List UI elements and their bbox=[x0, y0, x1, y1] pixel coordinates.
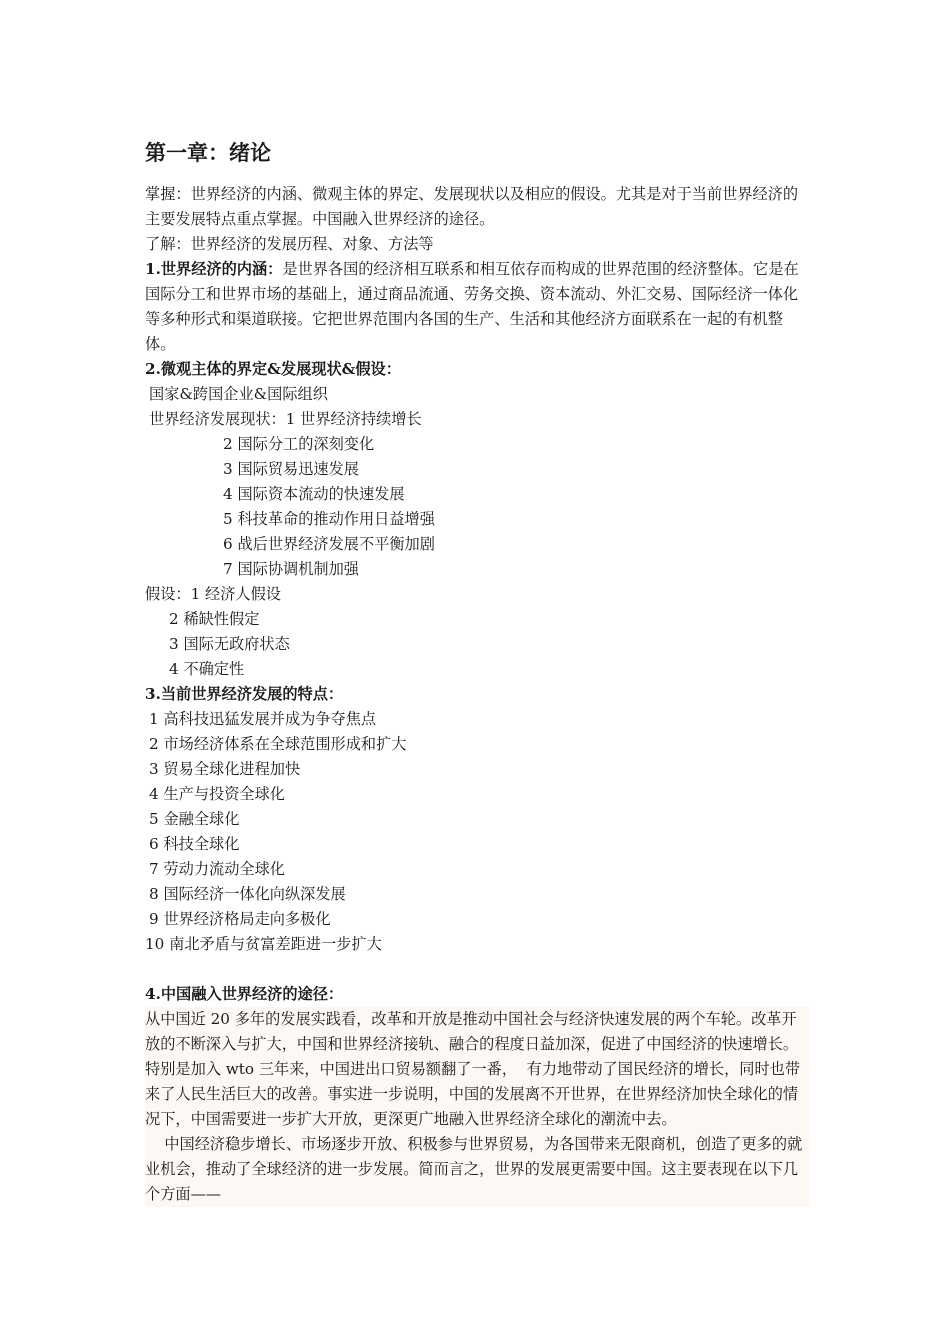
feature-item: 1 高科技迅猛发展并成为争夺焦点 bbox=[149, 710, 377, 728]
feature-item: 9 世界经济格局走向多极化 bbox=[149, 910, 331, 928]
status-item: 7 国际协调机制加强 bbox=[223, 560, 359, 578]
feature-item: 4 生产与投资全球化 bbox=[149, 785, 285, 803]
feature-item: 2 市场经济体系在全球范围形成和扩大 bbox=[149, 735, 407, 753]
status-item: 4 国际资本流动的快速发展 bbox=[223, 485, 405, 503]
section1-heading: 1.世界经济的内涵： bbox=[145, 260, 283, 278]
feature-item: 3 贸易全球化进程加快 bbox=[149, 760, 301, 778]
assumption-item: 2 稀缺性假定 bbox=[169, 610, 260, 628]
feature-item: 6 科技全球化 bbox=[149, 835, 240, 853]
blank-line bbox=[145, 957, 810, 982]
document-body bbox=[145, 138, 810, 1207]
assumption-label: 假设： bbox=[145, 585, 191, 603]
section4-paragraph-2: 中国经济稳步增长、市场逐步开放、积极参与世界贸易，为各国带来无限商机，创造了更多的就业机会，推动了全球经济的进一步发展。简而言之，世界的发展更需要中国。这主要表现在以下几个方面—— bbox=[145, 1135, 803, 1203]
section4-paragraph-1: 从中国近 20 多年的发展实践看，改革和开放是推动中国社会与经济快速发展的两个车轮。改革开放的不断深入与扩大，中国和世界经济接轨、融合的程度日益加深，促进了中国经济的快速增长。特别是加入 wto 三年来，中国进出口贸易额翻了一番， 有力地带动了国民经济的增长，同时也带来了人民生活巨大的改善。事实进一步说明，中国的发展离不开世界，在世界经济加快全球化的情况下，中国需要进一步扩大开放，更深更广地融入世界经济全球化的潮流中去。 bbox=[145, 1010, 801, 1128]
section2-heading: 2.微观主体的界定&发展现状&假设： bbox=[145, 360, 401, 378]
feature-item: 5 金融全球化 bbox=[149, 810, 240, 828]
intro-understand: 了解：世界经济的发展历程、对象、方法等 bbox=[145, 235, 434, 253]
section4-shaded-block bbox=[145, 1007, 810, 1207]
status-item: 3 国际贸易迅速发展 bbox=[223, 460, 359, 478]
feature-item: 8 国际经济一体化向纵深发展 bbox=[149, 885, 346, 903]
assumption-item: 3 国际无政府状态 bbox=[169, 635, 290, 653]
section3-heading: 3.当前世界经济发展的特点： bbox=[145, 685, 344, 703]
section2-subjects: 国家&跨国企业&国际组织 bbox=[149, 385, 328, 403]
feature-item: 7 劳动力流动全球化 bbox=[149, 860, 285, 878]
section4-heading: 4.中国融入世界经济的途径： bbox=[145, 985, 344, 1003]
status-item: 2 国际分工的深刻变化 bbox=[223, 435, 375, 453]
assumption-item: 4 不确定性 bbox=[169, 660, 245, 678]
status-first-line bbox=[145, 407, 810, 432]
section1-paragraph bbox=[145, 257, 810, 357]
feature-item: 10 南北矛盾与贫富差距进一步扩大 bbox=[145, 935, 382, 953]
status-item: 5 科技革命的推动作用日益增强 bbox=[223, 510, 435, 528]
section1-body: 是世界各国的经济相互联系和相互依存而构成的世界范围的经济整体。它是在国际分工和世界市场的基础上，通过商品流通、劳务交换、资本流动、外汇交易、国际经济一体化等多种形式和渠道联接。它把世界范围内各国的生产、生活和其他经济方面联系在一起的有机整体。 bbox=[145, 260, 799, 353]
assumption-first-line bbox=[145, 582, 810, 607]
status-item: 1 世界经济持续增长 bbox=[285, 410, 422, 428]
assumption-item: 1 经济人假设 bbox=[190, 585, 281, 603]
status-label: 世界经济发展现状： bbox=[149, 410, 286, 428]
chapter-title: 第一章：绪论 bbox=[145, 140, 271, 165]
status-item: 6 战后世界经济发展不平衡加剧 bbox=[223, 535, 435, 553]
intro-master: 掌握：世界经济的内涵、微观主体的界定、发展现状以及相应的假设。尤其是对于当前世界经济的主要发展特点重点掌握。中国融入世界经济的途径。 bbox=[145, 185, 799, 228]
